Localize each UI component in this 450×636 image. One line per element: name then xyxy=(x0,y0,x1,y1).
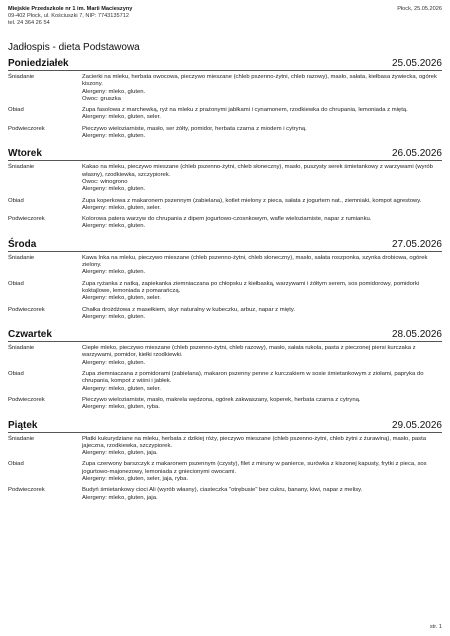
day-section xyxy=(8,146,442,230)
meal-row xyxy=(8,198,442,213)
meal-allergens: Alergeny: mleko, gluten, seler. xyxy=(82,385,161,392)
document-title: Jadłospis - dieta Podstawowa xyxy=(8,42,140,53)
meal-description xyxy=(82,397,442,412)
meal-row xyxy=(8,126,442,141)
day-header xyxy=(8,327,442,342)
meal-description xyxy=(82,216,442,231)
institution-name: Miejskie Przedszkole nr 1 im. Marii Macieszyny xyxy=(8,6,133,12)
meal-allergens: Alergeny: mleko, gluten, jaja. xyxy=(82,450,158,457)
meal-description xyxy=(82,74,442,103)
meal-dishes: Budyń śmietankowy cioci Ali (wyrób własny), ciasteczka "otrębusie" bez cukru, banany, kiwi, napar z melisy. xyxy=(82,487,363,494)
meal-allergens: Alergeny: mleko, gluten. xyxy=(82,133,146,140)
meal-label: Śniadanie xyxy=(8,254,35,261)
day-section xyxy=(8,327,442,411)
meal-allergens: Alergeny: mleko, gluten. xyxy=(82,313,146,320)
meal-dishes: Zacierki na mleku, herbata owocowa, pieczywo mieszane (chleb pszenno-żytni, chleb razowy), masło, sałata, kiełbasa żywiecka, ogórek kiszony. xyxy=(82,74,437,88)
meal-row xyxy=(8,281,442,303)
meal-fruit: Owoc: winogrono xyxy=(82,178,128,185)
meal-row xyxy=(8,255,442,277)
institution-address: 09-402 Płock, ul. Kościuszki 7, NIP: 7743135712 xyxy=(8,13,129,20)
day-header xyxy=(8,56,442,71)
meal-dishes: Zupa ryżanka z natką, zapiekanka ziemniaczana po chłopsku z kiełbaską, warzywami i żółtym serem, sos pomidorowy, pomidorki koktajlowe, lemoniada z pomarańczą. xyxy=(82,280,420,294)
meal-row xyxy=(8,487,442,502)
meal-label: Podwieczorek xyxy=(8,396,45,403)
meal-allergens: Alergeny: mleko, gluten, seler, jaja, ryba. xyxy=(82,475,189,482)
meal-row xyxy=(8,107,442,122)
day-header xyxy=(8,418,442,433)
day-header xyxy=(8,237,442,252)
meal-row xyxy=(8,371,442,393)
day-date: 28.05.2026 xyxy=(391,329,442,341)
meal-description xyxy=(82,126,442,141)
meal-description xyxy=(82,307,442,322)
meal-dishes: Zupa koperkowa z makaronem pszennym (zabielana), kotlet mielony z pieca, sałata z jogurtem nat., ziemniaki, kompot agrestowy. xyxy=(82,197,422,204)
day-date: 27.05.2026 xyxy=(391,238,442,250)
meal-row xyxy=(8,461,442,483)
page-number: str. 1 xyxy=(429,624,442,630)
meal-dishes: Pieczywo wieloziarniste, masło, makrela wędzona, ogórek zakwaszany, koperek, herbata czarna z cytryną. xyxy=(82,396,361,403)
meal-dishes: Zupa ziemniaczana z pomidorami (zabielana), makaron pszenny penne z kurczakiem w sosie śmietankowym z ziołami, papryka do chrupania, kompot z wiśni i jabłek. xyxy=(82,371,424,385)
meal-label: Podwieczorek xyxy=(8,125,45,132)
meal-dishes: Płatki kukurydziane na mleku, herbata z dzikiej róży, pieczywo mieszane (chleb pszenno-żytni, chleb żytni z żurawiną), masło, pasta jajeczna, rzodkiewka, szczypiorek. xyxy=(82,435,426,449)
institution-phone: tel. 24 364 26 54 xyxy=(8,20,50,27)
day-date: 26.05.2026 xyxy=(391,148,442,160)
meal-description xyxy=(82,281,442,303)
day-name: Poniedziałek xyxy=(8,58,69,69)
meal-description xyxy=(82,255,442,277)
meal-label: Obiad xyxy=(8,197,24,204)
meal-allergens: Alergeny: mleko, gluten. xyxy=(82,88,146,95)
meal-row xyxy=(8,397,442,412)
meal-allergens: Alergeny: mleko, gluten, seler. xyxy=(82,295,161,302)
meal-description xyxy=(82,461,442,483)
meal-label: Śniadanie xyxy=(8,164,35,171)
meal-description xyxy=(82,371,442,393)
meal-allergens: Alergeny: mleko, gluten, ryba. xyxy=(82,404,160,411)
days-list xyxy=(8,56,442,502)
meal-label: Podwieczorek xyxy=(8,487,45,494)
meal-row xyxy=(8,164,442,193)
meal-label: Obiad xyxy=(8,107,24,114)
day-section xyxy=(8,418,442,502)
day-name: Czwartek xyxy=(8,329,52,341)
day-section xyxy=(8,237,442,321)
meal-dishes: Kolorowa patera warzyw do chrupania z dipem jogurtowo-czosnkowym, wafle wieloziarniste, napar z rumianku. xyxy=(82,216,372,223)
day-name: Wtorek xyxy=(8,148,42,160)
meal-allergens: Alergeny: mleko, gluten. xyxy=(82,186,146,193)
day-name: Środa xyxy=(8,238,37,250)
meal-allergens: Alergeny: mleko, gluten, seler. xyxy=(82,114,161,121)
meal-label: Obiad xyxy=(8,280,24,287)
meal-label: Podwieczorek xyxy=(8,306,45,313)
meal-label: Śniadanie xyxy=(8,345,35,352)
meal-row xyxy=(8,436,442,458)
meal-label: Śniadanie xyxy=(8,435,35,442)
meal-dishes: Zupa fasolowa z marchewką, ryż na mleku z prażonymi jabłkami i cynamonem, rzodkiewka do chrupania, lemoniada z miętą. xyxy=(82,107,408,114)
meal-allergens: Alergeny: mleko, gluten, seler. xyxy=(82,204,161,211)
day-section xyxy=(8,56,442,140)
day-name: Piątek xyxy=(8,419,38,431)
place-date: Płock, 25.05.2026 xyxy=(397,6,442,12)
meal-description xyxy=(82,487,442,502)
day-date: 25.05.2026 xyxy=(391,58,442,69)
meal-allergens: Alergeny: mleko, gluten. xyxy=(82,223,146,230)
meal-dishes: Chałka drożdżowa z masełkiem, skyr naturalny w kubeczku, arbuz, napar z mięty. xyxy=(82,306,296,313)
meal-row xyxy=(8,74,442,103)
meal-row xyxy=(8,345,442,367)
day-header xyxy=(8,146,442,161)
meal-dishes: Kawa Inka na mleku, pieczywo mieszane (chleb pszenno-żytni, chleb słoneczny), masło, sałata roszponka, szynka drobiowa, ogórek zielony. xyxy=(82,254,428,269)
meal-fruit: Owoc: gruszka xyxy=(82,95,121,102)
meal-description xyxy=(82,107,442,122)
meal-description xyxy=(82,345,442,367)
meal-allergens: Alergeny: mleko, gluten, jaja. xyxy=(82,494,158,501)
meal-row xyxy=(8,216,442,231)
meal-dishes: Ciepłe mleko, pieczywo mieszane (chleb pszenno-żytni, chleb razowy), masło, sałata rukola, pasta z pieczonej piersi kurczaka z warzywami, pomidor, kiełki rzodkiewki. xyxy=(82,345,416,359)
meal-allergens: Alergeny: mleko, gluten. xyxy=(82,269,146,276)
meal-label: Podwieczorek xyxy=(8,216,45,223)
meal-row xyxy=(8,307,442,322)
meal-dishes: Zupa czerwony barszczyk z makaronem pszennym (czysty), filet z miruny w panierce, surówka z kiszonej kapusty, frytki z pieca, sos jogurtowo-majonezowy, lemoniada z gniecionymi owocami. xyxy=(82,461,427,475)
meal-description xyxy=(82,198,442,213)
meal-label: Śniadanie xyxy=(8,74,35,80)
meal-dishes: Kakao na mleku, pieczywo mieszane (chleb pszenno-żytni, chleb słoneczny), masło, puszysty serek śmietankowy z warzywami (wyrób własny), rzodkiewka, szczypiorek. xyxy=(82,164,433,178)
institution-header xyxy=(8,6,132,28)
meal-allergens: Alergeny: mleko, gluten. xyxy=(82,359,146,366)
meal-label: Obiad xyxy=(8,371,24,378)
meal-dishes: Pieczywo wieloziarniste, masło, ser żółty, pomidor, herbata czarna z miodem i cytryną. xyxy=(82,125,307,132)
meal-label: Obiad xyxy=(8,461,24,468)
day-date: 29.05.2026 xyxy=(391,419,442,431)
meal-description xyxy=(82,436,442,458)
meal-description xyxy=(82,164,442,193)
